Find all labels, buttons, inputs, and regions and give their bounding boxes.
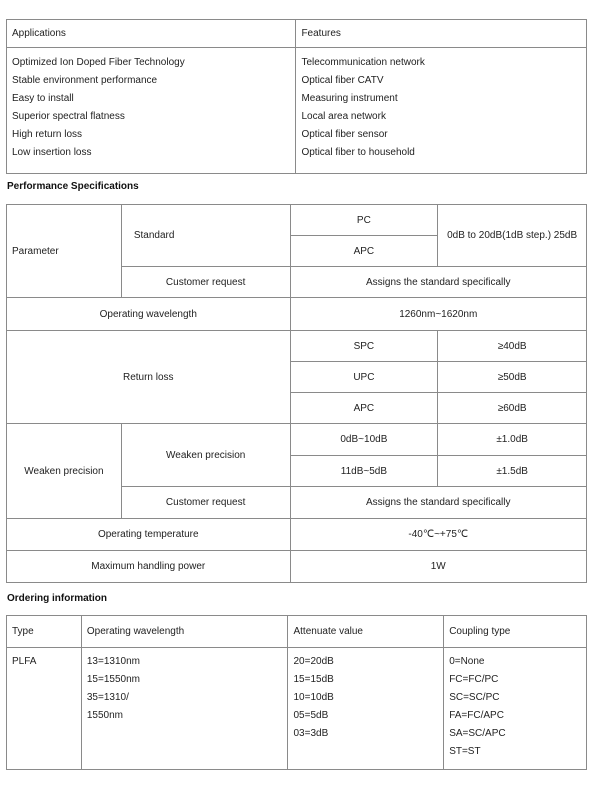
feature-item: Optical fiber sensor [301, 129, 388, 140]
return-loss-type: SPC [290, 331, 438, 362]
applications-list [7, 48, 296, 174]
standard-label: Standard [121, 205, 290, 267]
operating-temperature-label: Operating temperature [7, 519, 291, 551]
weaken-precision-label: Weaken precision [7, 424, 122, 519]
ordering-attenuate-item: 10=10dB [293, 692, 334, 703]
ordering-coupling-item: FA=FC/APC [449, 710, 504, 721]
return-loss-label: Return loss [7, 331, 291, 424]
ordering-coupling-item: FC=FC/PC [449, 674, 499, 685]
weaken-range: 11dB~5dB [290, 456, 438, 487]
ordering-coupling-cell [444, 648, 587, 770]
operating-temperature-value: -40℃~+75℃ [290, 519, 586, 551]
customer-request-label: Customer request [121, 267, 290, 298]
application-item: Low insertion loss [12, 147, 92, 158]
return-loss-type: UPC [290, 362, 438, 393]
feature-item: Measuring instrument [301, 93, 398, 104]
ordering-attenuate-item: 05=5dB [293, 710, 329, 721]
applications-features-table [6, 19, 587, 174]
ordering-table [6, 615, 587, 770]
max-power-label: Maximum handling power [7, 551, 291, 583]
customer-request-label: Customer request [121, 487, 290, 519]
ordering-attenuate-item: 15=15dB [293, 674, 334, 685]
performance-table [6, 204, 587, 583]
application-item: Optimized Ion Doped Fiber Technology [12, 57, 185, 68]
standard-value: 0dB to 20dB(1dB step.) 25dB [438, 205, 587, 267]
weaken-value: ±1.0dB [438, 424, 587, 456]
ordering-wavelength-item: 1550nm [86, 710, 124, 721]
applications-header: Applications [7, 20, 296, 48]
ordering-coupling-item: ST=ST [449, 746, 481, 757]
ordering-coupling-item: SC=SC/PC [449, 692, 500, 703]
ordering-type-value: PLFA [12, 656, 37, 667]
ordering-header-wavelength: Operating wavelength [81, 616, 288, 648]
return-loss-value: ≥40dB [438, 331, 587, 362]
application-item: Stable environment performance [12, 75, 158, 86]
parameter-label: Parameter [7, 205, 122, 298]
return-loss-value: ≥50dB [438, 362, 587, 393]
application-item: Easy to install [12, 93, 74, 104]
ordering-heading: Ordering information [7, 593, 107, 604]
application-item: High return loss [12, 129, 83, 140]
performance-heading: Performance Specifications [7, 181, 139, 192]
ordering-wavelength-cell [81, 648, 288, 770]
assigns-value: Assigns the standard specifically [290, 267, 586, 298]
ordering-header-type: Type [7, 616, 82, 648]
features-list [296, 48, 587, 174]
ordering-coupling-item: 0=None [449, 656, 485, 667]
ordering-wavelength-item: 15=1550nm [86, 674, 140, 685]
return-loss-type: APC [290, 393, 438, 424]
features-header: Features [296, 20, 587, 48]
weaken-precision-sublabel: Weaken precision [121, 424, 290, 487]
feature-item: Telecommunication network [301, 57, 425, 68]
assigns-value: Assigns the standard specifically [290, 487, 586, 519]
operating-wavelength-label: Operating wavelength [7, 298, 291, 331]
return-loss-value: ≥60dB [438, 393, 587, 424]
weaken-value: ±1.5dB [438, 456, 587, 487]
pc-label: PC [290, 205, 438, 236]
operating-wavelength-value: 1260nm~1620nm [290, 298, 586, 331]
ordering-header-coupling: Coupling type [444, 616, 587, 648]
ordering-wavelength-item: 35=1310/ [86, 692, 129, 703]
ordering-attenuate-item: 03=3dB [293, 728, 329, 739]
ordering-attenuate-item: 20=20dB [293, 656, 334, 667]
ordering-coupling-item: SA=SC/APC [449, 728, 506, 739]
apc-label: APC [290, 236, 438, 267]
ordering-header-attenuate: Attenuate value [288, 616, 444, 648]
ordering-type-cell [7, 648, 82, 770]
max-power-value: 1W [290, 551, 586, 583]
feature-item: Optical fiber to household [301, 147, 415, 158]
feature-item: Optical fiber CATV [301, 75, 384, 86]
ordering-attenuate-cell [288, 648, 444, 770]
feature-item: Local area network [301, 111, 386, 122]
ordering-wavelength-item: 13=1310nm [86, 656, 140, 667]
application-item: Superior spectral flatness [12, 111, 125, 122]
weaken-range: 0dB~10dB [290, 424, 438, 456]
